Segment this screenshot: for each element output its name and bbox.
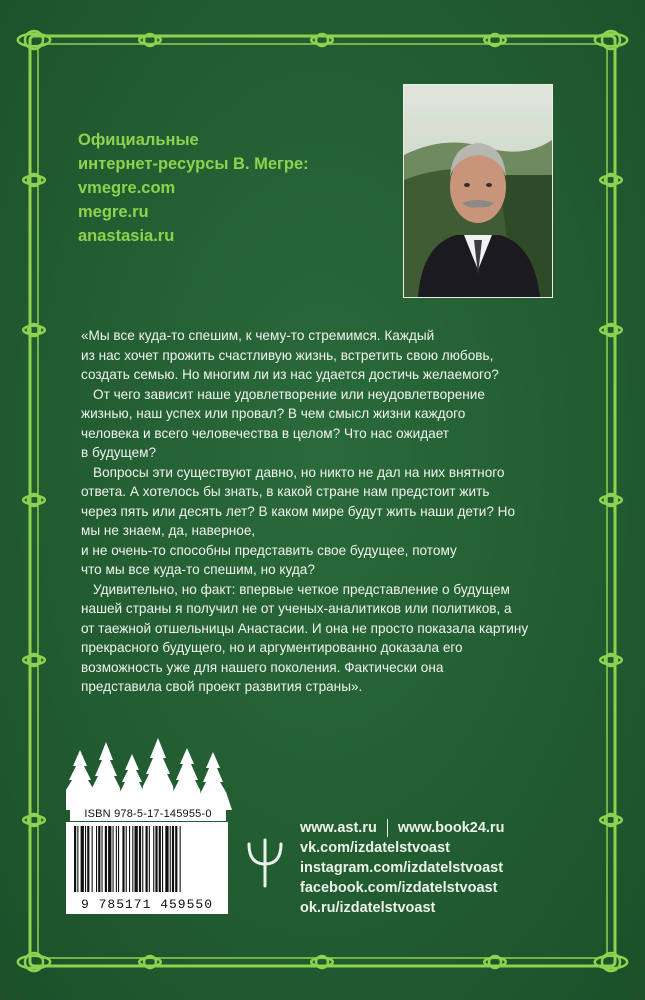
annotation-paragraph-3: Вопросы эти существуют давно, но никто не дал на них внятного ответа. А хотелось бы знать, в какой стране нам предстоит жить через пять или десять лет? В каком мире будут жить наши дети? Но мы не знаем, да, наверное, и не очень-то способны представить свое будущее, потому что мы все куда-то спешим, но куда? <box>81 464 516 577</box>
official-resources <box>78 128 309 248</box>
link-ast[interactable]: www.ast.ru <box>300 820 377 836</box>
link-ok[interactable]: ok.ru/izdatelstvoast <box>300 900 436 916</box>
book-annotation <box>81 326 551 697</box>
link-facebook[interactable]: facebook.com/izdatelstvoast <box>300 880 498 896</box>
psi-logo-icon <box>245 838 285 888</box>
barcode-digits: 9 785171 459550 <box>80 897 214 912</box>
annotation-paragraph-2: От чего зависит наше удовлетворение или неудовлетворение жизнью, наш успех или провал? В чем смысл жизни каждого человека и всего человечества в целом? Что нас ожидает в будущем? <box>81 386 485 460</box>
annotation-paragraph-1: «Мы все куда-то спешим, к чему-то стремимся. Каждый из нас хочет прожить счастливую жизнь, встретить свою любовь, создать семью. Но многим ли из нас удается достичь желаемого? <box>81 328 499 382</box>
link-instagram[interactable]: instagram.com/izdatelstvoast <box>300 860 504 876</box>
isbn-label: ISBN 978-5-17-145955-0 <box>70 807 226 821</box>
link-book24[interactable]: www.book24.ru <box>397 820 505 836</box>
annotation-paragraph-4: Удивительно, но факт: впервые четкое представление о будущем нашей страны я получил не от ученых-аналитиков или политиков, а от таежной отшельницы Анастасии. И она не просто показала картину прекрасного будущего, но и аргументированно доказала его возможность уже для нашего поколения. Фактически она представила свой проект развития страны». <box>81 581 529 694</box>
author-photo <box>403 84 553 298</box>
resource-link-megre[interactable]: megre.ru <box>78 203 149 221</box>
resource-link-anastasia[interactable]: anastasia.ru <box>78 227 175 245</box>
resources-heading-line2: интернет-ресурсы В. Мегре: <box>78 155 309 173</box>
resource-link-vmegre[interactable]: vmegre.com <box>78 179 176 197</box>
publisher-links <box>300 818 504 918</box>
resources-heading-line1: Официальные <box>78 131 199 149</box>
forest-silhouette-icon <box>66 730 232 810</box>
link-vk[interactable]: vk.com/izdatelstvoast <box>300 840 450 856</box>
link-divider <box>387 819 388 837</box>
